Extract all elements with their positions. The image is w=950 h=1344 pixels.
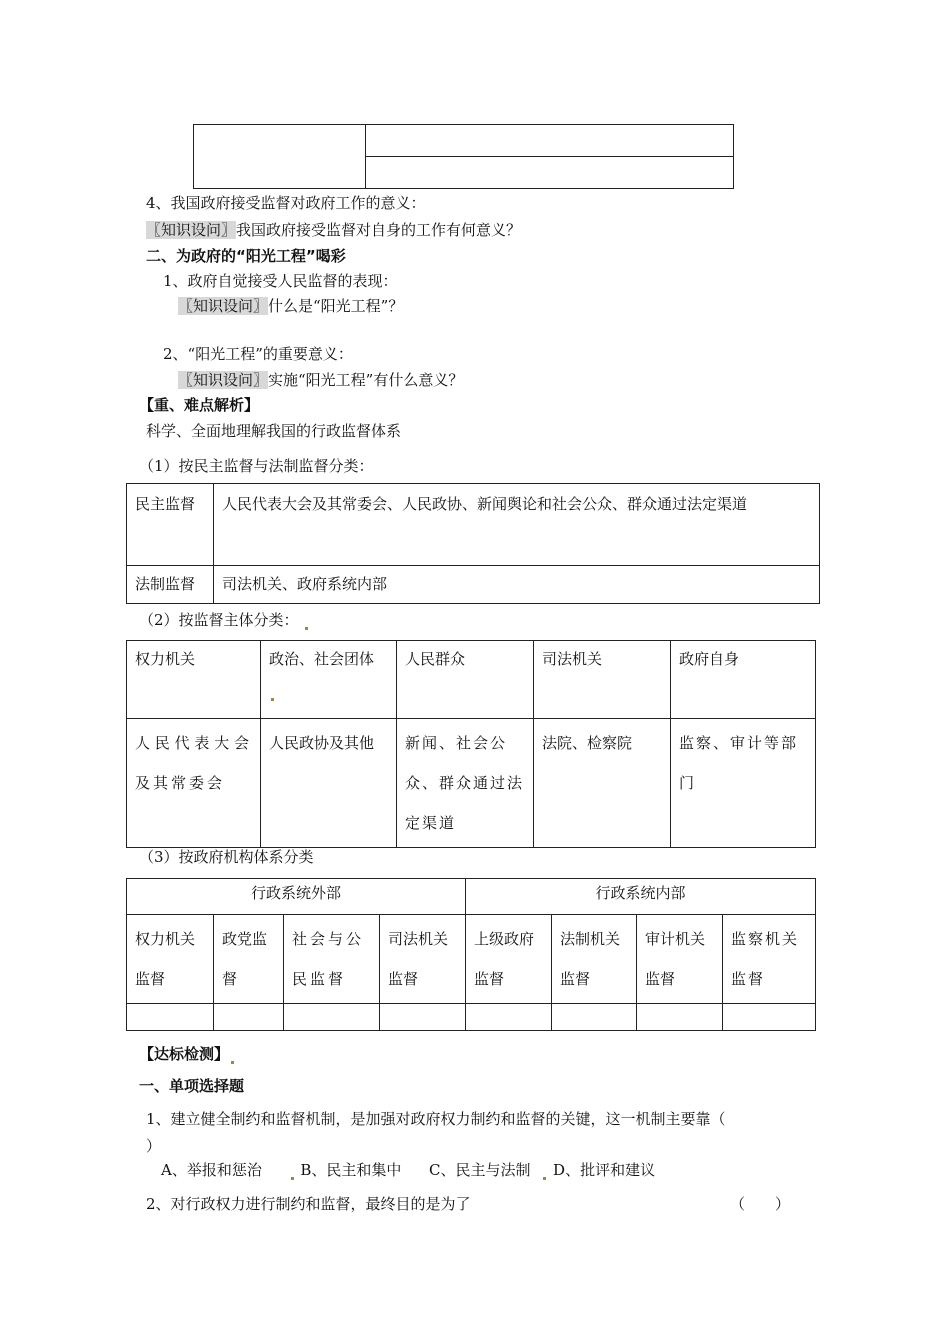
top-table (193, 124, 734, 189)
empty-cell (284, 1004, 380, 1031)
value-cell: 监察、审计等部门 (671, 719, 816, 848)
test-heading-text: 【达标检测】 (139, 1045, 230, 1063)
question-2-answer-paren: （ ） (730, 1195, 791, 1213)
item-cell: 审计机关监督 (637, 915, 723, 1004)
item-cell: 法制机关监督 (552, 915, 637, 1004)
group-cell: 行政系统外部 (127, 879, 466, 915)
question-tag: 〖知识设问〗 (178, 371, 269, 389)
value-cell: 法院、检察院 (534, 719, 671, 848)
empty-cell (380, 1004, 466, 1031)
table-header-row (127, 641, 816, 719)
value-cell: 人民代表大会及其常委会 (127, 719, 261, 848)
item-cell: 上级政府监督 (466, 915, 552, 1004)
empty-cell (637, 1004, 723, 1031)
mark-dot (231, 1061, 234, 1064)
header-cell (261, 641, 397, 719)
subpoint-2: 2、“阳光工程”的重要意义： (163, 345, 353, 363)
question-1-close: ） (146, 1137, 162, 1155)
subpoint-1: 1、政府自觉接受人民监督的表现： (163, 272, 398, 290)
knowledge-question-1 (146, 219, 521, 240)
item-cell: 政党监督 (214, 915, 284, 1004)
question-text: 什么是“阳光工程”？ (268, 297, 404, 315)
table-header-row (127, 879, 816, 915)
empty-cell (466, 1004, 552, 1031)
option-a[interactable]: A、举报和惩治 (161, 1161, 262, 1179)
header-cell: 司法机关 (534, 641, 671, 719)
section-2-heading: 二、为政府的“阳光工程”喝彩 (146, 247, 346, 265)
intro-line: 科学、全面地理解我国的行政监督体系 (146, 422, 402, 440)
classification-3: （3）按政府机构体系分类 (139, 848, 314, 866)
point-4: 4、我国政府接受监督对政府工作的意义： (146, 194, 426, 212)
knowledge-question-3 (178, 369, 463, 390)
item-cell: 权力机关监督 (127, 915, 214, 1004)
classification-2 (139, 609, 310, 630)
mark-dot (543, 1177, 546, 1180)
value-cell: 新闻、社会公众、群众通过法定渠道 (397, 719, 534, 848)
header-cell: 权力机关 (127, 641, 261, 719)
row-label: 民主监督 (127, 484, 214, 566)
question-1-options (161, 1159, 655, 1180)
mark-dot (291, 1177, 294, 1180)
table-row (127, 566, 820, 604)
key-points-heading: 【重、难点解析】 (139, 396, 260, 414)
democratic-legal-table (126, 483, 820, 604)
mark-dot (305, 627, 308, 630)
row-label: 法制监督 (127, 566, 214, 604)
table-row (127, 484, 820, 566)
question-text: 实施“阳光工程”有什么意义？ (268, 371, 464, 389)
option-b[interactable]: B、民主和集中 (300, 1161, 402, 1179)
option-d[interactable]: D、批评和建议 (553, 1161, 656, 1179)
question-1: 1、建立健全制约和监督机制，是加强对政府权力制约和监督的关键，这一机制主要靠（ (146, 1110, 726, 1128)
empty-cell (552, 1004, 637, 1031)
question-tag: 〖知识设问〗 (178, 297, 269, 315)
knowledge-question-2 (178, 295, 403, 316)
mark-dot (271, 698, 274, 701)
row-content: 司法机关、政府系统内部 (214, 566, 820, 604)
value-cell: 人民政协及其他 (261, 719, 397, 848)
header-cell: 政府自身 (671, 641, 816, 719)
top-table-left-cell (194, 125, 366, 189)
item-cell: 社会与公民监督 (284, 915, 380, 1004)
item-cell: 监察机关监督 (723, 915, 816, 1004)
group-cell: 行政系统内部 (466, 879, 816, 915)
table-row (127, 1004, 816, 1031)
single-choice-heading: 一、单项选择题 (139, 1077, 245, 1095)
question-text: 我国政府接受监督对自身的工作有何意义？ (236, 221, 522, 239)
empty-cell (214, 1004, 284, 1031)
government-system-table (126, 878, 816, 1031)
classification-1: （1）按民主监督与法制监督分类： (139, 457, 374, 475)
top-table-cell (366, 157, 734, 189)
option-c[interactable]: C、民主与法制 (429, 1161, 531, 1179)
empty-cell (127, 1004, 214, 1031)
empty-cell (723, 1004, 816, 1031)
header-cell: 人民群众 (397, 641, 534, 719)
test-heading (139, 1043, 236, 1064)
row-content: 人民代表大会及其常委会、人民政协、新闻舆论和社会公众、群众通过法定渠道 (214, 484, 820, 566)
question-2: 2、对行政权力进行制约和监督，最终目的是为了 (146, 1195, 471, 1213)
subject-table (126, 640, 816, 848)
classification-2-text: （2）按监督主体分类： (139, 611, 299, 629)
top-table-cell (366, 125, 734, 157)
item-cell: 司法机关监督 (380, 915, 466, 1004)
table-row (127, 915, 816, 1004)
header-text: 政治、社会团体 (269, 650, 375, 668)
table-row (127, 719, 816, 848)
question-tag: 〖知识设问〗 (146, 221, 237, 239)
